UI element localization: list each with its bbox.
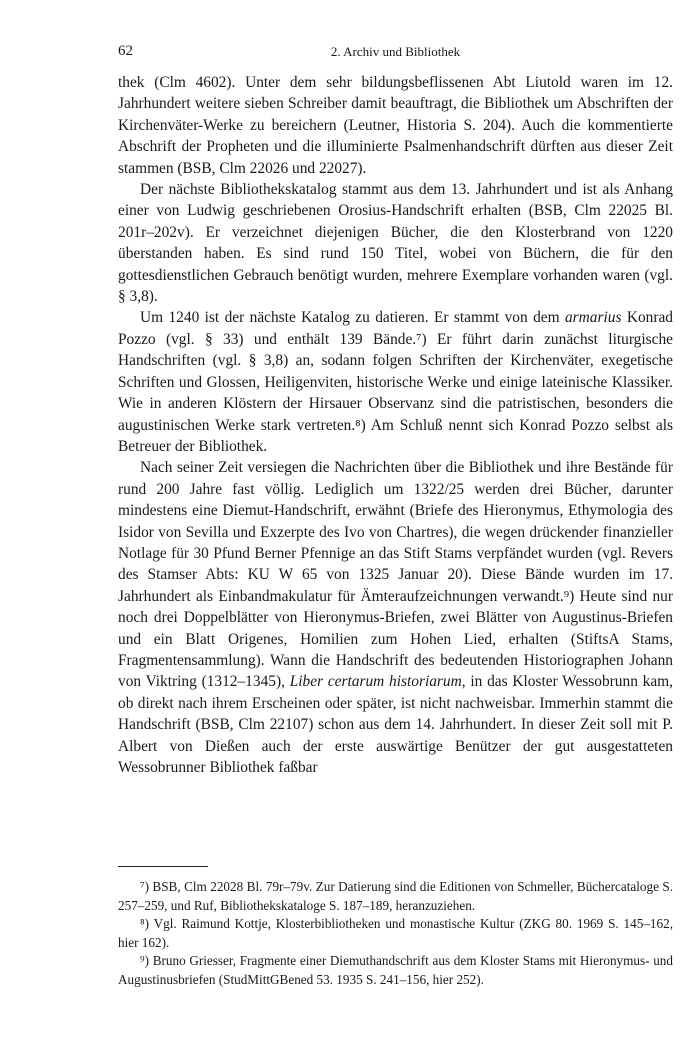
- paragraph-4-text-after: , in das Kloster Wessobrunn kam, ob direkt nach ihrem Erscheinen oder später, ist nicht nachweisbar. Immerhin stammt die Handschrift (BSB, Clm 22107) schon aus dem 14. Jahrhundert. In dieser Zeit soll mit P. Albert von Dießen auch der erste auswärtige Benützer der gut ausgestatteten Wessobrunner Bibliothek faßbar: [118, 673, 674, 776]
- paragraph-1: thek (Clm 4602). Unter dem sehr bildungsbeflissenen Abt Liutold waren im 12. Jahrhundert weitere sieben Schreiber damit beauftragt, die Bibliothek um Abschriften der Kirchenväter-Werke zu bereichern (Leutner, Historia S. 204). Auch die kommentierte Abschrift der Propheten und die illuminierte Psalmenhandschrift dürften aus dieser Zeit stammen (BSB, Clm 22026 und 22027).: [118, 74, 673, 177]
- footnotes: [118, 878, 673, 989]
- running-head: 2. Archiv und Bibliothek: [330, 44, 461, 59]
- paragraph-3-text-before: Um 1240 ist der nächste Katalog zu datieren. Er stammt von dem: [140, 309, 565, 327]
- paragraph-4-italic-title: Liber certarum historiarum: [289, 673, 462, 691]
- paragraph-2: Der nächste Bibliothekskatalog stammt aus dem 13. Jahrhundert und ist als Anhang einer von Ludwig geschriebenen Orosius-Handschrift erhalten (BSB, Clm 22025 Bl. 201r–202v). Er verzeichnet diejenigen Bücher, die den Klosterbrand von 1220 überstanden haben. Es sind rund 150 Titel, wobei von Büchern, die für den gottesdienstlichen Gebrauch benötigt wurden, mehrere Exemplare vorhanden waren (vgl. § 3,8).: [118, 181, 673, 306]
- main-text: [118, 72, 673, 778]
- paragraph-4-text-before: Nach seiner Zeit versiegen die Nachrichten über die Bibliothek und ihre Bestände für rund 200 Jahre fast völlig. Lediglich um 1322/25 werden drei Bücher, darunter mindestens eine Diemut-Handschrift, erwähnt (Briefe des Hieronymus, Ethymologia des Isidor von Sevilla und Exzerpte des Ivo von Chartres), die wegen drückender finanzieller Notlage für 30 Pfund Berner Pfennige an das Stift Stams verpfändet wurden (vgl. Revers des Stamser Abts: KU W 65 von 1325 Januar 20). Diese Bände wurden im 17. Jahrhundert als Einbandmakulatur für Ämteraufzeichnungen verwandt.⁹) Heute sind nur noch drei Doppelblätter von Hieronymus-Briefen, zwei Blätter von Augustinus-Briefen und ein Blatt Origenes, Homilien zum Hohen Lied, erhalten (StiftsA Stams, Fragmentensammlung). Wann die Handschrift des bedeutenden Historiographen Johann von Viktring (1312–1345),: [118, 459, 673, 691]
- paragraph-3: [118, 307, 673, 457]
- footnote-9: ⁹) Bruno Griesser, Fragmente einer Diemuthandschrift aus dem Kloster Stams mit Hieronymus- und Augustinusbriefen (StudMittGBened 53. 1935 S. 241–156, hier 252).: [118, 953, 673, 987]
- footnote-separator: [118, 866, 208, 867]
- page-number: 62: [118, 43, 133, 59]
- paragraph-4: [118, 457, 673, 778]
- paragraph-3-italic-term: armarius: [564, 309, 622, 327]
- footnote-7: ⁷) BSB, Clm 22028 Bl. 79r–79v. Zur Datierung sind die Editionen von Schmeller, Büchercataloge S. 257–259, und Ruf, Bibliothekskataloge S. 187–189, heranzuziehen.: [118, 879, 673, 913]
- footnote-8: ⁸) Vgl. Raimund Kottje, Klosterbibliotheken und monastische Kultur (ZKG 80. 1969 S. 145–162, hier 162).: [118, 916, 673, 950]
- paragraph-3-text-after: Konrad Pozzo (vgl. § 33) und enthält 139 Bände.⁷) Er führt darin zunächst liturgische Handschriften (vgl. § 3,8) an, sodann folgen Schriften der Kirchenväter, exegetische Schriften und Glossen, Heiligenviten, historische Werke und einige lateinische Klassiker. Wie in anderen Klöstern der Hirsauer Observanz sind die patristischen, besonders die augustinischen Werke stark vertreten.⁸) Am Schluß nennt sich Konrad Pozzo selbst als Betreuer der Bibliothek.: [118, 309, 673, 455]
- page-header: [118, 43, 673, 63]
